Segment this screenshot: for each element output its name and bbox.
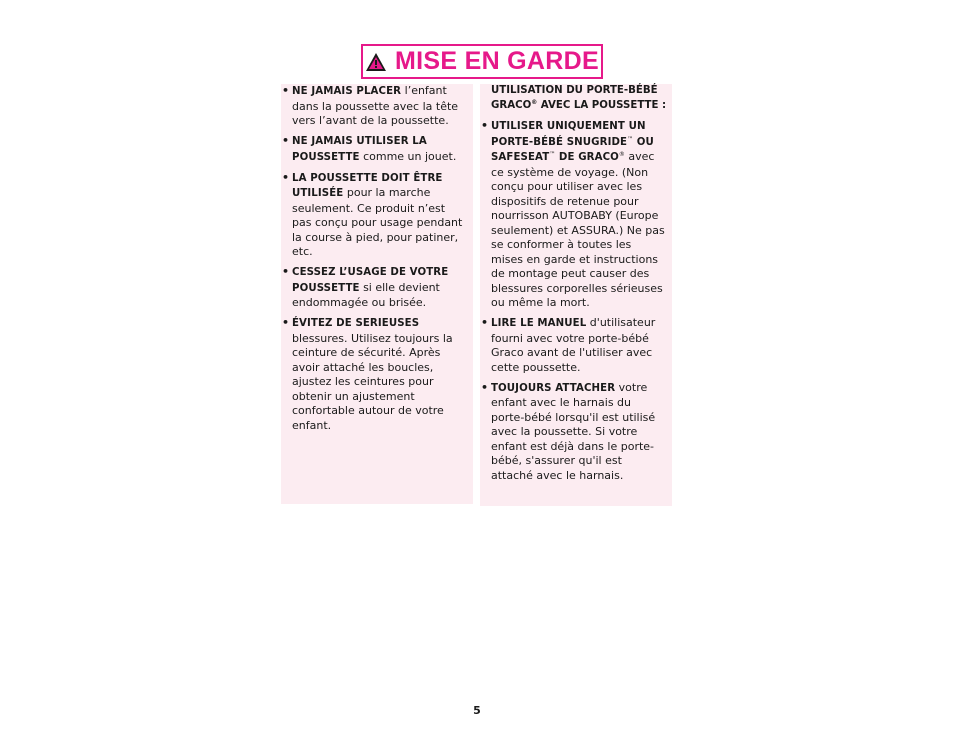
warning-item: [281, 265, 473, 311]
heading-part: AVEC LA POUSSETTE :: [537, 99, 667, 111]
page-number: 5: [473, 704, 481, 717]
bullet: •: [282, 265, 290, 278]
warning-text: avec ce système de voyage. (Non conçu pour utiliser avec les dispositifs de retenue pour nourrisson AUTOBABY (Europe seulement) et ASSURA.) Ne pas se conformer à toutes les mises en garde et instructions de montage peut causer des blessures corporelles sérieuses ou même la mort.: [491, 150, 665, 309]
banner-title: MISE EN GARDE: [395, 47, 599, 75]
bullet: •: [481, 119, 489, 132]
warning-triangle-icon: [365, 52, 387, 72]
warning-banner: [361, 44, 603, 79]
warning-text: comme un jouet.: [359, 149, 457, 163]
registered-mark: ®: [531, 98, 538, 106]
heading-part: UTILISATION DU PORTE-BÉBÉ GRACO: [491, 85, 658, 111]
left-warning-column: [281, 84, 473, 504]
warning-item: [281, 171, 473, 260]
warning-text: si elle devient endommagée ou brisée.: [292, 280, 440, 309]
warning-keyword: NE JAMAIS PLACER: [292, 86, 402, 97]
warning-keyword: LIRE LE MANUEL: [491, 318, 587, 329]
warning-keyword: OU SAFESEAT: [491, 136, 654, 163]
warning-item: [480, 119, 672, 311]
bullet: •: [282, 316, 290, 329]
bullet: •: [481, 380, 489, 394]
trademark-mark: ™: [549, 151, 556, 158]
registered-mark: ®: [618, 151, 625, 158]
warning-keyword: LA POUSSETTE DOIT ÊTRE UTILISÉE: [292, 172, 443, 199]
warning-keyword: UTILISER UNIQUEMENT UN PORTE-BÉBÉ SNUGRIDE: [491, 121, 646, 148]
warning-keyword: NE JAMAIS UTILISER LA POUSSETTE: [292, 136, 427, 163]
warning-text: l’enfant dans la poussette avec la tête vers l’avant de la poussette.: [292, 84, 459, 127]
bullet: •: [282, 170, 290, 184]
warning-text: d'utilisateur fourni avec votre porte-bébé Graco avant de l'utiliser avec cette poussette.: [491, 316, 656, 374]
warning-text: votre enfant avec le harnais du porte-bébé lorsqu'il est utilisé avec la poussette. Si votre enfant est déjà dans le porte-bébé, s'assurer qu'il est attaché avec le harnais.: [491, 380, 656, 482]
warning-keyword: DE GRACO: [555, 152, 619, 163]
bullet: •: [282, 84, 290, 97]
warning-item: [480, 381, 672, 484]
warning-keyword: TOUJOURS ATTACHER: [491, 382, 616, 394]
right-warning-column: [480, 84, 672, 506]
warning-keyword: CESSEZ L’USAGE DE VOTRE POUSSETTE: [292, 267, 449, 294]
warning-text: pour la marche seulement. Ce produit n’est pas conçu pour usage pendant la course à pied, pour patiner, etc.: [292, 186, 463, 258]
warning-keyword: ÉVITEZ DE SERIEUSES: [292, 318, 420, 329]
trademark-mark: ™: [627, 135, 634, 143]
warning-item: [281, 316, 473, 433]
bullet: •: [481, 316, 489, 329]
warning-item: [281, 134, 473, 165]
warning-item: [281, 84, 473, 129]
warning-text: blessures. Utilisez toujours la ceinture de sécurité. Après avoir attaché les boucles, ajustez les ceintures pour obtenir un ajustement confortable autour de votre enfant.: [292, 331, 453, 432]
warning-item: [480, 316, 672, 375]
bullet: •: [282, 134, 290, 147]
section-heading: [480, 84, 672, 113]
